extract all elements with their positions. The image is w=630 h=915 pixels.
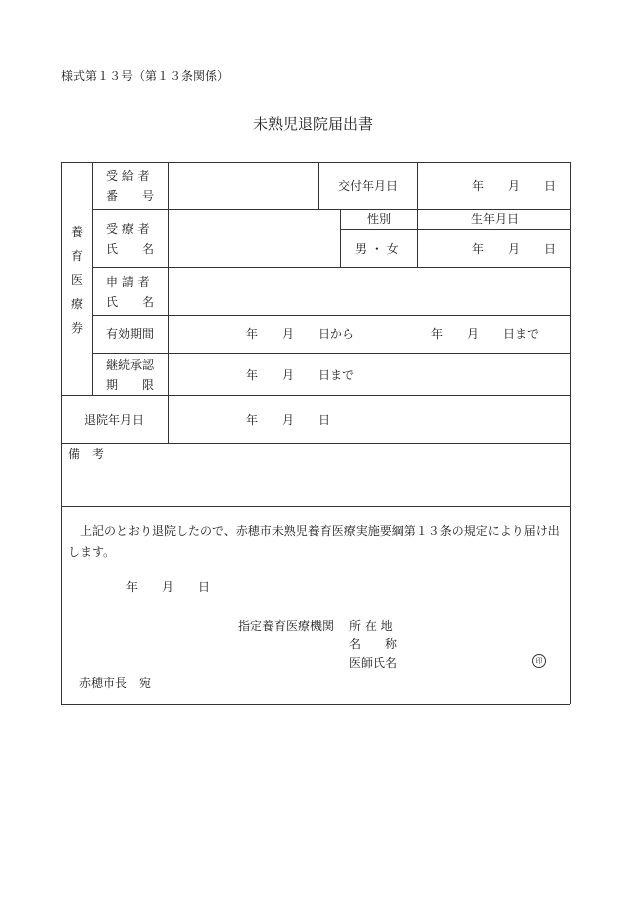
continuation-deadline-field[interactable]: 年 月 日まで [246, 368, 355, 382]
row-divider-5 [61, 395, 570, 396]
discharge-date-field[interactable]: 年 月 日 [246, 413, 331, 427]
row-divider-3 [92, 315, 570, 316]
sex-selector[interactable]: 男 ・ 女 [355, 242, 399, 256]
applicant-name-field[interactable] [169, 268, 569, 314]
recipient-number-label-2: 番 号 [106, 189, 155, 203]
birth-date-label: 生年月日 [471, 212, 520, 226]
patient-name-label: 受 療 者 [106, 222, 150, 236]
table-right-border [570, 162, 571, 704]
remarks-label: 備 考 [68, 447, 105, 461]
applicant-name-label: 申 請 者 [106, 275, 150, 289]
valid-period-from-field[interactable]: 年 月 日から [246, 327, 355, 341]
row-divider-sex-header [340, 229, 570, 230]
applicant-name-label-2: 氏 名 [106, 295, 155, 309]
recipient-number-field[interactable] [169, 163, 317, 208]
declaration-text: 上記のとおり退院したので、赤穂市未熟児養育医療実施要綱第１３条の規定により届け出します。 [68, 524, 560, 559]
side-label-char: 療 [70, 297, 83, 311]
form-number: 様式第１３号（第１３条関係） [61, 69, 230, 83]
discharge-date-label: 退院年月日 [84, 413, 145, 427]
side-label-char: 医 [70, 273, 83, 287]
issue-date-label-divider [318, 162, 319, 209]
recipient-number-label: 受 給 者 [106, 169, 150, 183]
address-label: 所 在 地 [349, 619, 393, 633]
row-divider-4 [92, 353, 570, 354]
patient-name-field[interactable] [169, 210, 339, 266]
patient-name-label-2: 氏 名 [106, 242, 155, 256]
side-label-char: 養 [70, 225, 83, 239]
page-title: 未熟児退院届出書 [253, 115, 374, 133]
institution-name-label: 名 称 [349, 637, 398, 651]
birth-date-field[interactable]: 年 月 日 [472, 242, 557, 256]
valid-period-to-field[interactable]: 年 月 日まで [431, 327, 540, 341]
institution-label: 指定養育医療機関 [238, 619, 335, 633]
continuation-deadline-label-2: 期 限 [106, 378, 155, 392]
issue-date-field[interactable]: 年 月 日 [472, 179, 557, 193]
row-divider-6 [61, 443, 570, 444]
side-column-divider [92, 162, 93, 395]
valid-period-label: 有効期間 [106, 327, 155, 341]
continuation-deadline-label: 継続承認 [106, 358, 155, 372]
table-left-border [61, 162, 62, 704]
side-label-char: 券 [70, 321, 83, 335]
addressee: 赤穂市長 宛 [79, 676, 152, 690]
date-column-divider [417, 162, 418, 267]
remarks-field[interactable] [62, 464, 569, 505]
sex-column-divider [340, 209, 341, 267]
side-label-char: 育 [70, 249, 83, 263]
declaration-date-field[interactable]: 年 月 日 [126, 580, 211, 594]
issue-date-label: 交付年月日 [338, 179, 399, 193]
table-bottom-border [61, 704, 570, 705]
sex-label: 性別 [367, 212, 392, 226]
seal-mark: 印 [532, 654, 546, 668]
doctor-name-label: 医師氏名 [349, 656, 398, 670]
row-divider-7 [61, 506, 570, 507]
